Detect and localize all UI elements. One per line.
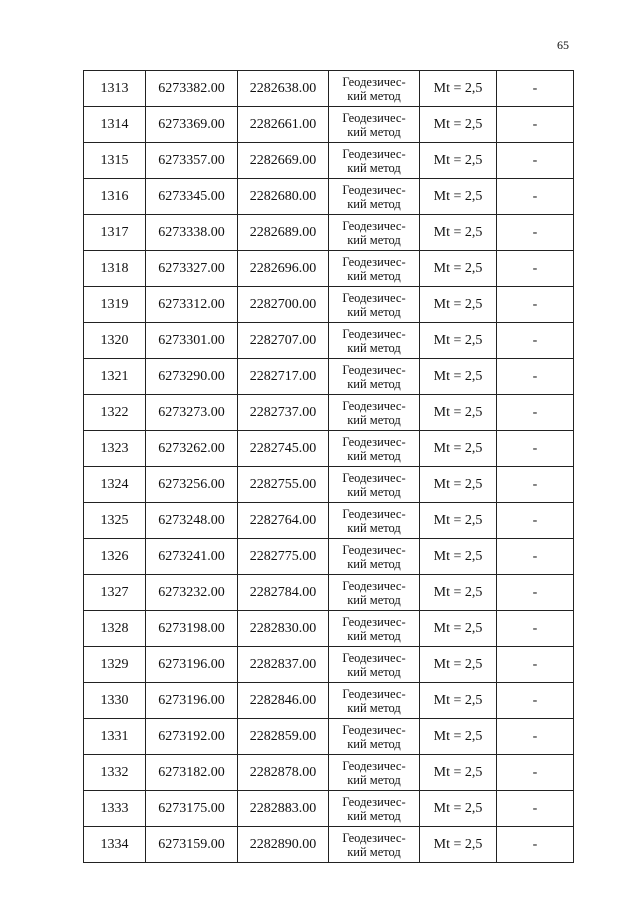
method-text: кий метод — [347, 412, 401, 427]
x-coordinate-cell: 6273241.00 — [146, 539, 238, 575]
table-row — [84, 611, 574, 647]
method-text: кий метод — [347, 448, 401, 463]
x-coordinate-cell: 6273175.00 — [146, 791, 238, 827]
method-text: кий метод — [347, 592, 401, 607]
x-coordinate-cell: 6273273.00 — [146, 395, 238, 431]
method-text: кий метод — [347, 664, 401, 679]
point-number-cell: 1319 — [84, 287, 146, 323]
x-coordinate-cell: 6273369.00 — [146, 107, 238, 143]
method-text: Геодезичес- — [342, 830, 406, 845]
note-cell: - — [497, 107, 574, 143]
accuracy-cell: Mt = 2,5 — [420, 503, 497, 539]
method-cell — [329, 107, 420, 143]
x-coordinate-cell: 6273327.00 — [146, 251, 238, 287]
method-text: кий метод — [347, 520, 401, 535]
method-text: Геодезичес- — [342, 758, 406, 773]
table-row — [84, 395, 574, 431]
method-text: Геодезичес- — [342, 506, 406, 521]
point-number-cell: 1329 — [84, 647, 146, 683]
method-text: Геодезичес- — [342, 470, 406, 485]
method-text: Геодезичес- — [342, 254, 406, 269]
table-row — [84, 251, 574, 287]
method-text: кий метод — [347, 340, 401, 355]
accuracy-cell: Mt = 2,5 — [420, 323, 497, 359]
note-cell: - — [497, 323, 574, 359]
x-coordinate-cell: 6273196.00 — [146, 683, 238, 719]
point-number-cell: 1318 — [84, 251, 146, 287]
table-row — [84, 359, 574, 395]
table-row — [84, 503, 574, 539]
point-number-cell: 1325 — [84, 503, 146, 539]
accuracy-cell: Mt = 2,5 — [420, 215, 497, 251]
method-text: Геодезичес- — [342, 74, 406, 89]
point-number-cell: 1321 — [84, 359, 146, 395]
note-cell: - — [497, 287, 574, 323]
y-coordinate-cell: 2282717.00 — [238, 359, 329, 395]
method-cell — [329, 251, 420, 287]
method-text: кий метод — [347, 304, 401, 319]
x-coordinate-cell: 6273232.00 — [146, 575, 238, 611]
method-text: Геодезичес- — [342, 794, 406, 809]
accuracy-cell: Mt = 2,5 — [420, 467, 497, 503]
accuracy-cell: Mt = 2,5 — [420, 539, 497, 575]
point-number-cell: 1323 — [84, 431, 146, 467]
method-text: кий метод — [347, 808, 401, 823]
note-cell: - — [497, 71, 574, 107]
accuracy-cell: Mt = 2,5 — [420, 107, 497, 143]
y-coordinate-cell: 2282846.00 — [238, 683, 329, 719]
method-cell — [329, 431, 420, 467]
note-cell: - — [497, 143, 574, 179]
method-text: кий метод — [347, 232, 401, 247]
method-text: Геодезичес- — [342, 650, 406, 665]
method-text: Геодезичес- — [342, 434, 406, 449]
table-row — [84, 539, 574, 575]
coordinates-table — [83, 70, 574, 863]
note-cell: - — [497, 539, 574, 575]
x-coordinate-cell: 6273192.00 — [146, 719, 238, 755]
y-coordinate-cell: 2282890.00 — [238, 827, 329, 863]
y-coordinate-cell: 2282680.00 — [238, 179, 329, 215]
y-coordinate-cell: 2282859.00 — [238, 719, 329, 755]
method-text: Геодезичес- — [342, 110, 406, 125]
accuracy-cell: Mt = 2,5 — [420, 71, 497, 107]
x-coordinate-cell: 6273262.00 — [146, 431, 238, 467]
method-text: кий метод — [347, 844, 401, 859]
y-coordinate-cell: 2282707.00 — [238, 323, 329, 359]
note-cell: - — [497, 431, 574, 467]
accuracy-cell: Mt = 2,5 — [420, 647, 497, 683]
y-coordinate-cell: 2282638.00 — [238, 71, 329, 107]
method-cell — [329, 719, 420, 755]
method-text: Геодезичес- — [342, 290, 406, 305]
accuracy-cell: Mt = 2,5 — [420, 683, 497, 719]
x-coordinate-cell: 6273182.00 — [146, 755, 238, 791]
accuracy-cell: Mt = 2,5 — [420, 395, 497, 431]
x-coordinate-cell: 6273301.00 — [146, 323, 238, 359]
table-row — [84, 575, 574, 611]
x-coordinate-cell: 6273338.00 — [146, 215, 238, 251]
point-number-cell: 1334 — [84, 827, 146, 863]
y-coordinate-cell: 2282883.00 — [238, 791, 329, 827]
method-text: кий метод — [347, 124, 401, 139]
point-number-cell: 1322 — [84, 395, 146, 431]
y-coordinate-cell: 2282696.00 — [238, 251, 329, 287]
y-coordinate-cell: 2282878.00 — [238, 755, 329, 791]
method-cell — [329, 359, 420, 395]
x-coordinate-cell: 6273382.00 — [146, 71, 238, 107]
note-cell: - — [497, 359, 574, 395]
point-number-cell: 1316 — [84, 179, 146, 215]
note-cell: - — [497, 251, 574, 287]
y-coordinate-cell: 2282837.00 — [238, 647, 329, 683]
x-coordinate-cell: 6273198.00 — [146, 611, 238, 647]
note-cell: - — [497, 467, 574, 503]
method-text: кий метод — [347, 628, 401, 643]
method-text: кий метод — [347, 268, 401, 283]
x-coordinate-cell: 6273312.00 — [146, 287, 238, 323]
note-cell: - — [497, 647, 574, 683]
method-text: кий метод — [347, 88, 401, 103]
accuracy-cell: Mt = 2,5 — [420, 179, 497, 215]
method-cell — [329, 503, 420, 539]
x-coordinate-cell: 6273196.00 — [146, 647, 238, 683]
y-coordinate-cell: 2282755.00 — [238, 467, 329, 503]
y-coordinate-cell: 2282764.00 — [238, 503, 329, 539]
point-number-cell: 1332 — [84, 755, 146, 791]
accuracy-cell: Mt = 2,5 — [420, 359, 497, 395]
accuracy-cell: Mt = 2,5 — [420, 575, 497, 611]
note-cell: - — [497, 791, 574, 827]
y-coordinate-cell: 2282775.00 — [238, 539, 329, 575]
method-cell — [329, 575, 420, 611]
method-text: кий метод — [347, 484, 401, 499]
y-coordinate-cell: 2282700.00 — [238, 287, 329, 323]
y-coordinate-cell: 2282661.00 — [238, 107, 329, 143]
table-row — [84, 323, 574, 359]
x-coordinate-cell: 6273248.00 — [146, 503, 238, 539]
method-text: Геодезичес- — [342, 218, 406, 233]
method-text: Геодезичес- — [342, 542, 406, 557]
method-cell — [329, 611, 420, 647]
method-text: Геодезичес- — [342, 686, 406, 701]
x-coordinate-cell: 6273256.00 — [146, 467, 238, 503]
table-row — [84, 143, 574, 179]
method-text: Геодезичес- — [342, 722, 406, 737]
note-cell: - — [497, 683, 574, 719]
method-cell — [329, 647, 420, 683]
point-number-cell: 1330 — [84, 683, 146, 719]
table-row — [84, 791, 574, 827]
y-coordinate-cell: 2282737.00 — [238, 395, 329, 431]
accuracy-cell: Mt = 2,5 — [420, 611, 497, 647]
note-cell: - — [497, 719, 574, 755]
method-text: кий метод — [347, 736, 401, 751]
method-cell — [329, 287, 420, 323]
note-cell: - — [497, 755, 574, 791]
point-number-cell: 1326 — [84, 539, 146, 575]
method-cell — [329, 827, 420, 863]
accuracy-cell: Mt = 2,5 — [420, 251, 497, 287]
point-number-cell: 1327 — [84, 575, 146, 611]
method-text: кий метод — [347, 700, 401, 715]
accuracy-cell: Mt = 2,5 — [420, 143, 497, 179]
method-text: кий метод — [347, 556, 401, 571]
accuracy-cell: Mt = 2,5 — [420, 791, 497, 827]
point-number-cell: 1331 — [84, 719, 146, 755]
accuracy-cell: Mt = 2,5 — [420, 719, 497, 755]
point-number-cell: 1333 — [84, 791, 146, 827]
accuracy-cell: Mt = 2,5 — [420, 431, 497, 467]
method-cell — [329, 467, 420, 503]
accuracy-cell: Mt = 2,5 — [420, 287, 497, 323]
table-row — [84, 287, 574, 323]
table-row — [84, 827, 574, 863]
y-coordinate-cell: 2282830.00 — [238, 611, 329, 647]
method-cell — [329, 179, 420, 215]
table-row — [84, 431, 574, 467]
method-cell — [329, 395, 420, 431]
x-coordinate-cell: 6273159.00 — [146, 827, 238, 863]
table-row — [84, 755, 574, 791]
method-cell — [329, 539, 420, 575]
method-cell — [329, 791, 420, 827]
method-cell — [329, 683, 420, 719]
y-coordinate-cell: 2282745.00 — [238, 431, 329, 467]
method-text: Геодезичес- — [342, 362, 406, 377]
accuracy-cell: Mt = 2,5 — [420, 755, 497, 791]
method-text: Геодезичес- — [342, 326, 406, 341]
method-text: кий метод — [347, 376, 401, 391]
table-row — [84, 71, 574, 107]
method-text: Геодезичес- — [342, 146, 406, 161]
method-text: кий метод — [347, 196, 401, 211]
table-row — [84, 179, 574, 215]
method-text: Геодезичес- — [342, 398, 406, 413]
table-row — [84, 467, 574, 503]
y-coordinate-cell: 2282784.00 — [238, 575, 329, 611]
accuracy-cell: Mt = 2,5 — [420, 827, 497, 863]
table-row — [84, 719, 574, 755]
method-text: Геодезичес- — [342, 614, 406, 629]
method-text: кий метод — [347, 160, 401, 175]
note-cell: - — [497, 827, 574, 863]
x-coordinate-cell: 6273290.00 — [146, 359, 238, 395]
method-cell — [329, 755, 420, 791]
table-row — [84, 683, 574, 719]
table-row — [84, 107, 574, 143]
point-number-cell: 1324 — [84, 467, 146, 503]
method-cell — [329, 215, 420, 251]
note-cell: - — [497, 611, 574, 647]
note-cell: - — [497, 215, 574, 251]
point-number-cell: 1317 — [84, 215, 146, 251]
table-row — [84, 647, 574, 683]
method-text: Геодезичес- — [342, 578, 406, 593]
point-number-cell: 1328 — [84, 611, 146, 647]
table-row — [84, 215, 574, 251]
method-cell — [329, 71, 420, 107]
page-number: 65 — [557, 38, 569, 52]
note-cell: - — [497, 503, 574, 539]
method-text: Геодезичес- — [342, 182, 406, 197]
point-number-cell: 1313 — [84, 71, 146, 107]
table-body — [84, 71, 574, 863]
point-number-cell: 1314 — [84, 107, 146, 143]
y-coordinate-cell: 2282669.00 — [238, 143, 329, 179]
method-text: кий метод — [347, 772, 401, 787]
note-cell: - — [497, 395, 574, 431]
method-cell — [329, 323, 420, 359]
x-coordinate-cell: 6273357.00 — [146, 143, 238, 179]
x-coordinate-cell: 6273345.00 — [146, 179, 238, 215]
note-cell: - — [497, 575, 574, 611]
method-cell — [329, 143, 420, 179]
point-number-cell: 1315 — [84, 143, 146, 179]
y-coordinate-cell: 2282689.00 — [238, 215, 329, 251]
note-cell: - — [497, 179, 574, 215]
point-number-cell: 1320 — [84, 323, 146, 359]
